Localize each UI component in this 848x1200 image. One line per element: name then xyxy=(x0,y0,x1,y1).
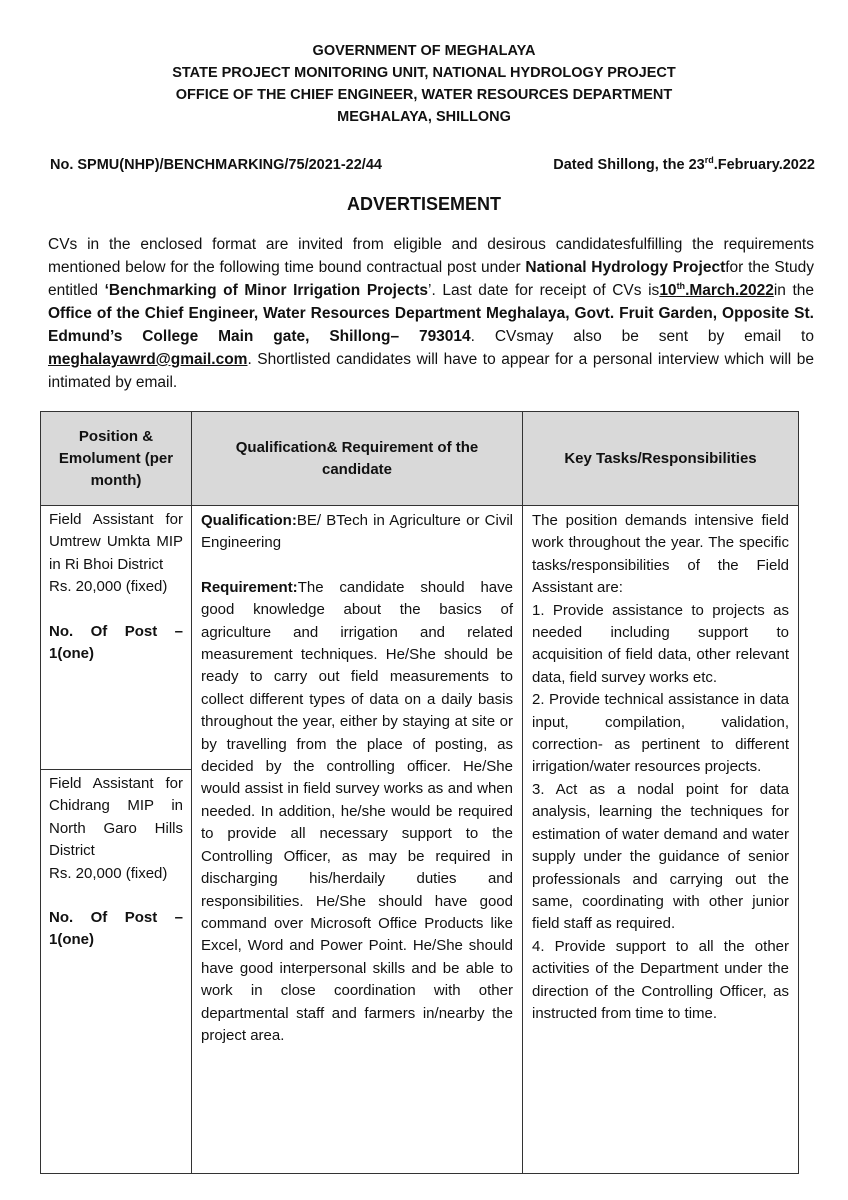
list-item: 2. Provide technical assistance in data input, compilation, validation, correction- as pertinent to different irrigation/water resources projects. xyxy=(532,691,789,776)
qualification-text: Qualification:BE/ BTech in Agriculture or Civil Engineering xyxy=(201,512,513,552)
page-title: ADVERTISEMENT xyxy=(346,194,501,214)
header-tasks: Key Tasks/Responsibilities xyxy=(523,412,799,506)
intro-paragraph: CVs in the enclosed format are invited from eligible and desirous candidatesfulfilling the requirements mentioned below for the following time bound contractual post under National Hydrology Projectfor the Study entitled ‘Benchmarking of Minor Irrigation Projects’. Last date for receipt of CVs is10th.March.2022in the Office of the Chief Engineer, Water Resources Department Meghalaya, Govt. Fruit Garden, Opposite St. Edmund’s College Main gate, Shillong– 793014. CVsmay also be sent by email to meghalayawrd@gmail.com. Shortlisted candidates will have to appear for a personal interview which will be intimated by email. xyxy=(48,236,815,391)
table-row xyxy=(41,506,799,1174)
email-link[interactable]: meghalayawrd@gmail.com xyxy=(48,351,248,368)
reference-line xyxy=(50,155,815,175)
position-2-pay: Rs. 20,000 (fixed) xyxy=(49,864,168,882)
tasks-intro: The position demands intensive field work throughout the year. The specific tasks/responsibilities of the Field Assistant are: xyxy=(532,512,789,597)
deadline: 10th.March.2022 xyxy=(659,280,774,299)
position-2-title: Field Assistant for Chidrang MIP in North Garo Hills District xyxy=(49,775,183,860)
reference-number: No. SPMU(NHP)/BENCHMARKING/75/2021-22/44 xyxy=(50,157,382,173)
position-1-pay: Rs. 20,000 (fixed) xyxy=(49,578,168,596)
header-office: OFFICE OF THE CHIEF ENGINEER, WATER RESOURCES DEPARTMENT xyxy=(175,87,673,103)
table-header-row xyxy=(41,412,799,506)
header-location: MEGHALAYA, SHILLONG xyxy=(337,109,511,125)
header-government: GOVERNMENT OF MEGHALAYA xyxy=(312,43,536,59)
position-1 xyxy=(41,506,191,770)
position-2-posts: No. Of Post – 1(one) xyxy=(49,909,183,949)
list-item: 1. Provide assistance to projects as needed including support to acquisition of field data, other relevant data, field survey works etc. xyxy=(532,601,789,686)
letterhead xyxy=(0,40,848,128)
office-address: Office of the Chief Engineer, Water Resources Department Meghalaya, Govt. Fruit Garden, Opposite St. Edmund’s College Main gate, Shillong– 793014 xyxy=(48,305,814,345)
list-item: 3. Act as a nodal point for data analysis, learning the techniques for estimation of water demand and water supply under the guidance of senior professionals and carrying out the same, coordinating with other junior field staff as required. xyxy=(532,780,789,933)
requirement-text: Requirement:The candidate should have good knowledge about the basics of agriculture and irrigation and related measurement techniques. He/She should be ready to carry out field measurements to collect different types of data on a daily basis throughout the year, either by staying at site or by travelling from the place of posting, as decided by the controlling officer. He/She would assist in field survey works as and when needed. In addition, he/she would be required to provide all necessary support to the Controlling Officer, as may be required in discharging his/herdaily duties and responsibilities. He/She should have good command over Microsoft Office Products like Excel, Word and Power Point. He/She should have good interpersonal skills and be able to work in close coordination with other departmental staff and farmers in/nearby the project area. xyxy=(201,578,513,1044)
qualification-cell xyxy=(192,506,523,1174)
list-item: 4. Provide support to all the other activities of the Department under the direction of the Controlling Officer, as instructed from time to time. xyxy=(532,937,789,1022)
project-name: National Hydrology Project xyxy=(525,259,726,276)
header-position: Position & Emolument (per month) xyxy=(41,412,192,506)
positions-table xyxy=(40,411,799,1174)
tasks-cell xyxy=(523,506,799,1174)
position-1-title: Field Assistant for Umtrew Umkta MIP in Ri Bhoi District xyxy=(49,511,183,573)
reference-date: Dated Shillong, the 23rd.February.2022 xyxy=(553,155,815,173)
header-spmu: STATE PROJECT MONITORING UNIT, NATIONAL HYDROLOGY PROJECT xyxy=(172,65,676,81)
header-qualification: Qualification& Requirement of the candidate xyxy=(192,412,523,506)
position-2 xyxy=(41,770,191,952)
study-name: ‘Benchmarking of Minor Irrigation Projects xyxy=(104,282,429,299)
positions-cell xyxy=(41,506,192,1174)
position-1-posts: No. Of Post – 1(one) xyxy=(49,622,183,663)
